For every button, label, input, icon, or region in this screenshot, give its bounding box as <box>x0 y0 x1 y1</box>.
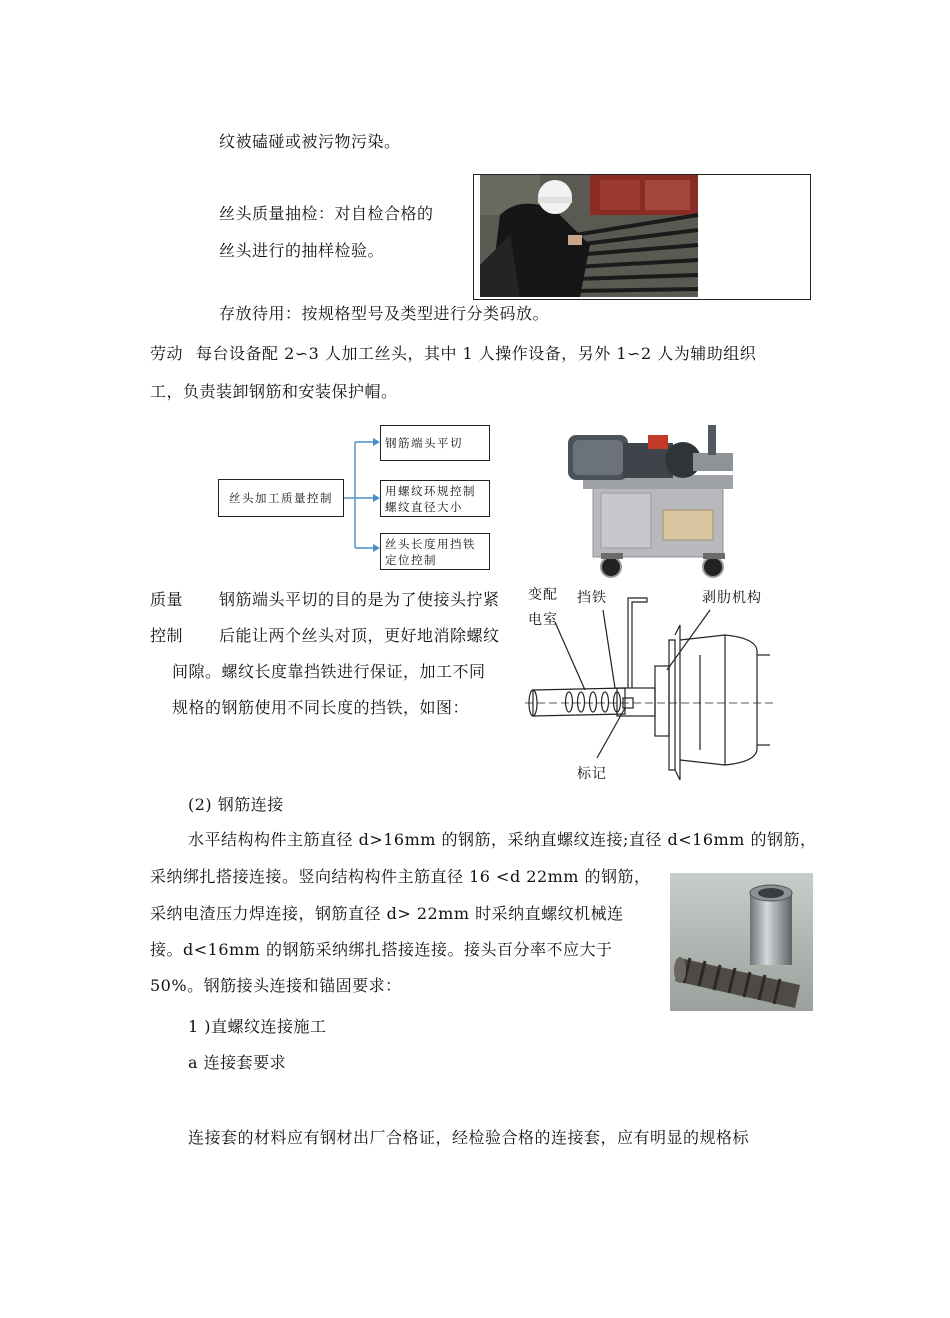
diagram-label: 变配 <box>528 587 558 603</box>
text-line: 每台设备配 2∽3 人加工丝头，其中 1 人操作设备，另外 1∽2 人为辅助组织 <box>196 344 757 363</box>
section-label: 劳动 <box>150 344 184 363</box>
diagram-label: 标记 <box>577 766 607 782</box>
text-line: 间隙。螺纹长度靠挡铁进行保证，加工不同 <box>172 662 486 681</box>
text-line: 采纳电渣压力焊连接，钢筋直径 d> 22mm 时采纳直螺纹机械连 <box>150 904 624 923</box>
text-line: 丝头进行的抽样检验。 <box>219 241 385 260</box>
flowchart-root: 丝头加工质量控制 <box>218 479 344 517</box>
text-line: 存放待用：按规格型号及类型进行分类码放。 <box>219 304 550 323</box>
text-line: 50%。钢筋接头连接和锚固要求： <box>150 976 402 995</box>
text-line: 钢筋端头平切的目的是为了使接头拧紧 <box>219 590 500 609</box>
text-line: 规格的钢筋使用不同长度的挡铁，如图： <box>172 698 470 717</box>
flowchart-branch-3: 丝头长度用挡铁 定位控制 <box>380 533 490 570</box>
text-line: 连接套的材料应有钢材出厂合格证，经检验合格的连接套，应有明显的规格标 <box>188 1128 750 1147</box>
section-label: 控制 <box>150 626 184 645</box>
coupler-photo <box>670 873 813 1011</box>
diagram-label: 剥肋机构 <box>702 590 762 606</box>
text-line: 工，负责装卸钢筋和安装保护帽。 <box>150 382 398 401</box>
stopper-diagram <box>525 580 775 785</box>
text-line: 水平结构构件主筋直径 d>16mm 的钢筋，采纳直螺纹连接;直径 d<16mm 的钢筋， <box>188 830 817 849</box>
text-line: 纹被磕碰或被污物污染。 <box>219 132 401 151</box>
inspection-photo <box>473 174 811 300</box>
flowchart-branch-2: 用螺纹环规控制 螺纹直径大小 <box>380 480 490 517</box>
section-heading: (2) 钢筋连接 <box>188 795 284 814</box>
threading-machine-photo <box>553 415 741 580</box>
text-line: 采纳绑扎搭接连接。竖向结构构件主筋直径 16 <d 22mm 的钢筋， <box>150 867 651 886</box>
section-label: 质量 <box>150 590 184 609</box>
diagram-label: 挡铁 <box>577 590 607 606</box>
subsection-heading: 1 )直螺纹连接施工 <box>188 1017 327 1036</box>
diagram-label: 电室 <box>528 612 558 628</box>
text-line: 后能让两个丝头对顶，更好地消除螺纹 <box>219 626 500 645</box>
text-line: 接。d<16mm 的钢筋采纳绑扎搭接连接。接头百分率不应大于 <box>150 940 613 959</box>
flowchart-branch-1: 钢筋端头平切 <box>380 425 490 461</box>
subsection-heading: a 连接套要求 <box>188 1053 287 1072</box>
text-line: 丝头质量抽检：对自检合格的 <box>219 204 434 223</box>
